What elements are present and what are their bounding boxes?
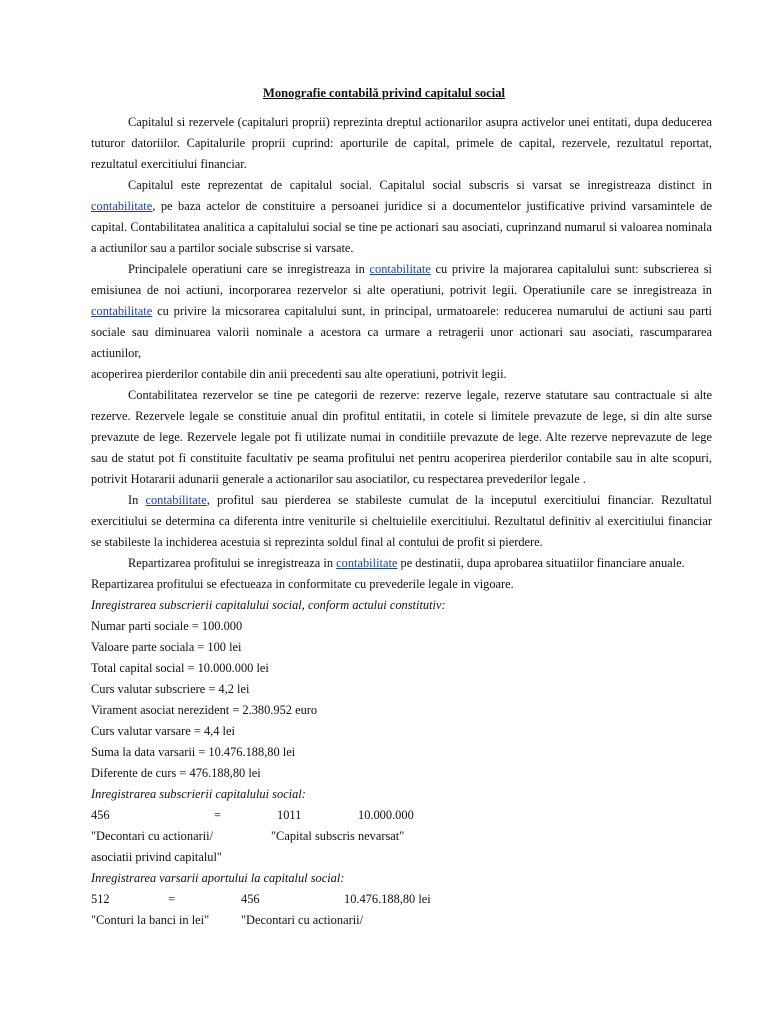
credit-account-name: "Capital subscris nevarsat" [271, 829, 405, 843]
data-line: Numar parti sociale = 100.000 [91, 619, 243, 633]
data-line: Suma la data varsarii = 10.476.188,80 lei [91, 745, 296, 759]
paragraph-capital-social: Capitalul este reprezentat de capitalul social. Capitalul social subscris si varsat se inregistreaza distinct in contabilitate, pe baza actelor de constituire a persoanei juridice si a documentelor justificative privind varsamintele de capital. Contabilitatea analitica a capitalului social se tine pe actionari sau asociati, cuprinzand numarul si valoarea nominala a actiunilor sau a partilor sociale subscrise si varsate. [91, 178, 712, 255]
journal-entry-2 [91, 889, 712, 910]
paragraph-operatiuni: Principalele operatiuni care se inregistreaza in contabilitate cu privire la majorarea capitalului sunt: subscrierea si emisiunea de noi actiuni, incorporarea rezervelor si alte operatiuni, potrivit legii. Operatiunile care se inregistreaza in contabilitate cu privire la micsorarea capitalului sunt, in principal, urmatoarele: reducerea numarului de actiuni sau parti sociale sau diminuarea valorii nominale a acestora ca urmare a retragerii unor actionari sau asociati, rascumpararea actiunilor, [91, 262, 713, 360]
credit-account: 456 [241, 892, 260, 906]
contabilitate-link[interactable]: contabilitate [369, 262, 431, 276]
debit-account-name: "Conturi la banci in lei" [91, 913, 210, 927]
debit-account-name-cont: asociatii privind capitalul" [91, 850, 222, 864]
section-heading-subscriere-act: Inregistrarea subscrierii capitalului social, conform actului constitutiv: [91, 598, 446, 612]
paragraph-repartizare: Repartizarea profitului se inregistreaza in contabilitate pe destinatii, dupa aprobarea situatiilor financiare anuale. [128, 556, 685, 570]
equals-sign: = [168, 892, 175, 906]
journal-entry-1 [91, 805, 712, 826]
debit-account-name: "Decontari cu actionarii/ [91, 829, 214, 843]
paragraph-rezerve: Contabilitatea rezervelor se tine pe categorii de rezerve: rezerve legale, rezerve statutare sau contractuale si alte rezerve. Rezervele legale se constituie anual din profitul entitatii, in cotele si limitele prevazute de lege, si din alte surse prevazute de lege. Rezervele legale pot fi utilizate numai in conditiile prevazute de lege. Alte rezerve neprevazute de lege sau de statut pot fi constituite facultativ pe seama profitului net pentru acoperirea pierderilor contabile sau in alte scopuri, potrivit Hotararii adunarii generale a actionarilor sau asociatilor, cu respectarea prevederilor legale . [91, 388, 712, 486]
paragraph-repartizare-2: Repartizarea profitului se efectueaza in conformitate cu prevederile legale in vigoare. [91, 577, 514, 591]
debit-account: 456 [91, 808, 110, 822]
data-line: Virament asociat nerezident = 2.380.952 euro [91, 703, 318, 717]
data-line: Valoare parte sociala = 100 lei [91, 640, 242, 654]
contabilitate-link[interactable]: contabilitate [145, 493, 207, 507]
contabilitate-link[interactable]: contabilitate [336, 556, 398, 570]
entry-amount: 10.000.000 [358, 808, 414, 822]
data-line: Total capital social = 10.000.000 lei [91, 661, 269, 675]
page-title: Monografie contabilă privind capitalul social [262, 86, 506, 100]
contabilitate-link[interactable]: contabilitate [91, 304, 153, 318]
equals-sign: = [214, 808, 221, 822]
section-heading-varsare: Inregistrarea varsarii aportului la capitalul social: [91, 871, 345, 885]
paragraph-acoperire-pierderi: acoperirea pierderilor contabile din anii precedenti sau alte operatiuni, potrivit legii. [91, 367, 507, 381]
paragraph-profit-pierdere: In contabilitate, profitul sau pierderea se stabileste cumulat de la inceputul exercitiului financiar. Rezultatul exercitiului se determina ca diferenta intre veniturile si cheltuielile exercitiului. Rezultatul definitiv al exercitiului financiar se stabileste la inchiderea acestuia si reprezinta soldul final al contului de profit si pierdere. [91, 493, 712, 549]
contabilitate-link[interactable]: contabilitate [91, 199, 153, 213]
journal-entry-2-desc [91, 910, 712, 931]
data-line: Curs valutar varsare = 4,4 lei [91, 724, 235, 738]
credit-account-name: "Decontari cu actionarii/ [241, 913, 364, 927]
journal-entry-1-desc [91, 826, 712, 847]
entry-amount: 10.476.188,80 lei [344, 892, 431, 906]
paragraph-capital-rezerve: Capitalul si rezervele (capitaluri proprii) reprezinta dreptul actionarilor asupra activelor unei entitati, dupa deducerea tuturor datoriilor. Capitalurile proprii cuprind: aporturile de capital, primele de capital, rezervele, rezultatul reportat, rezultatul exercitiului financiar. [91, 115, 712, 171]
section-heading-subscriere: Inregistrarea subscrierii capitalului social: [91, 787, 306, 801]
data-line: Diferente de curs = 476.188,80 lei [91, 766, 261, 780]
data-line: Curs valutar subscriere = 4,2 lei [91, 682, 250, 696]
document-body [91, 112, 712, 931]
credit-account: 1011 [277, 808, 302, 822]
debit-account: 512 [91, 892, 110, 906]
